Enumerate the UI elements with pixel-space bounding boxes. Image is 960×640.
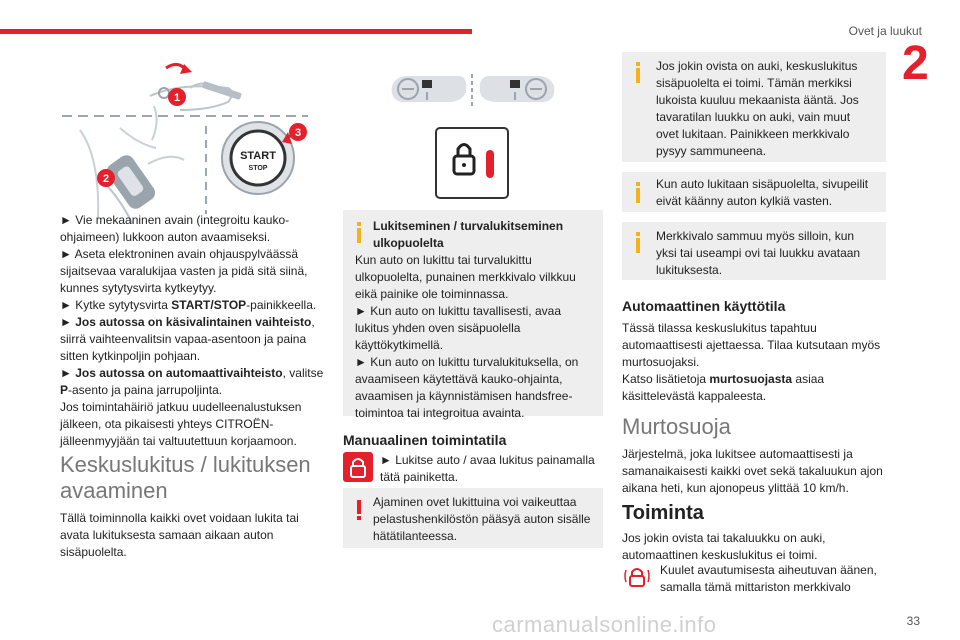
page-number: 33 — [906, 614, 920, 628]
malfunction-note: Jos toimintahäiriö jatkuu uudelleenalustuksen jälkeen, ota pikaisesti yhteys CITROËN-jälleenmyyjään tai valtuutettuun korjaamoon. — [60, 400, 302, 448]
start-label: START — [240, 150, 276, 162]
light-info-box — [622, 222, 886, 280]
info-icon — [636, 232, 640, 253]
info-box-text-1: Kun auto on lukittu tai turvalukittu ulkopuolelta, punainen merkkivalo vilkkuu eikä painike ole toiminnassa. — [355, 253, 576, 301]
auto-mode-text — [622, 320, 886, 405]
info-icon — [636, 62, 640, 83]
central-locking-intro: Tällä toiminnolla kaikki ovet voidaan lukita tai avata lukituksesta samaan aikaan auton sisäpuolelta. — [60, 511, 299, 559]
lock-button-illustration — [388, 72, 558, 202]
toiminta-heading: Toiminta — [622, 502, 704, 524]
warning-icon — [357, 498, 361, 520]
light-info-text: Merkkivalo sammuu myös silloin, kun yksi tai useampi ovi tai luukku avataan lukituksesta. — [656, 229, 861, 277]
stop-label: STOP — [248, 165, 268, 172]
open-door-info-box — [622, 52, 886, 162]
info-box-text-2: ► Kun auto on lukittu tavallisesti, avaa lukitus yhden oven sisäpuolella käyttökytkimellä. — [355, 304, 561, 352]
auto-mode-text-1: Tässä tilassa keskuslukitus tapahtuu automaattisesti ajettaessa. Tilaa kutsutaan myös murtosuojaksi. — [622, 321, 881, 369]
step-2-text: ► Aseta elektroninen avain ohjauspylväässä sijaitsevaa varalukijaa vasten ja pidä sitä siinä, kunnes sytytysvirta kytkeytyy. — [60, 247, 308, 295]
manual-mode-heading: Manuaalinen toimintatila — [343, 432, 507, 448]
steps-text — [60, 212, 326, 450]
murtosuoja-text: Järjestelmä, joka lukitsee automaattisesti ja samanaikaisesti kaikki ovet sekä takaluukun ajon aikana heti, kun ajonopeus ylittää 10 km/h. — [622, 447, 883, 495]
step-1-text: ► Vie mekaaninen avain (integroitu kauko-ohjaimeen) lukkoon auton avaamiseksi. — [60, 213, 290, 244]
warning-text: Ajaminen ovet lukittuina voi vaikeuttaa pelastushenkilöstön pääsyä auton sisälle hätätilanteessa. — [373, 495, 591, 543]
auto-mode-text-2: Katso lisätietoja murtosuojasta asiaa käsittelevästä kappaleesta. — [622, 372, 825, 403]
step-3-text: ► Kytke sytytysvirta START/STOP-painikkeella. — [60, 298, 317, 312]
mirror-info-box — [622, 172, 886, 212]
auto-mode-heading: Automaattinen käyttötila — [622, 298, 786, 314]
step-4-text: ► Jos autossa on käsivalintainen vaihteisto, siirrä vaihteenvalitsin vapaa-asentoon ja paina sitten kytkinpoljin pohjaan. — [60, 315, 315, 363]
central-locking-heading: Keskuslukitus / lukituksen avaaminen — [60, 452, 311, 503]
chapter-number: 2 — [902, 37, 929, 90]
padlock-icon — [343, 452, 373, 482]
alarm-text: Kuulet avautumisesta aiheutuvan äänen, samalla tämä mittariston merkkivalo — [660, 563, 877, 594]
warning-box — [343, 488, 603, 548]
svg-text:3: 3 — [294, 127, 302, 139]
open-door-info-text: Jos jokin ovista on auki, keskuslukitus sisäpuolelta ei toimi. Tämän merkiksi lukoista kuuluu mekaanista ääntä. Jos tavaratilan luukku on auki, vain muut ovet lukitaan. Painikkeen merkkivalo pysyy sammuneena. — [656, 59, 859, 158]
info-icon — [636, 182, 640, 203]
svg-text:1: 1 — [173, 92, 181, 104]
watermark: carmanualsonline.info — [492, 612, 717, 637]
header-accent-bar — [0, 29, 472, 34]
manual-mode-text: ► Lukitse auto / avaa lukitus painamalla tätä painiketta. — [380, 453, 595, 484]
toiminta-text: Jos jokin ovista tai takaluukku on auki, automaattinen keskuslukitus ei toimi. — [622, 531, 826, 562]
section-title: Ovet ja luukut — [848, 24, 922, 38]
svg-text:2: 2 — [102, 173, 110, 185]
info-icon — [357, 222, 361, 243]
alarm-lock-icon — [624, 564, 650, 590]
mirror-info-text: Kun auto lukitaan sisäpuolelta, sivupeilit eivät käänny auton kylkiä vasten. — [656, 177, 869, 208]
info-box-text-3: ► Kun auto on lukittu turvalukituksella, on avaamiseen käytettävä kauko-ohjainta, avaamisen ja käynnistämisen handsfree-toimintoa tai integroitua avainta. — [355, 355, 579, 420]
locking-info-box — [343, 210, 603, 420]
murtosuoja-heading: Murtosuoja — [622, 414, 731, 439]
info-box-title: Lukitseminen / turvalukitseminen ulkopuolelta — [373, 219, 564, 250]
step-5-text: ► Jos autossa on automaattivaihteisto, valitse P-asento ja paina jarrupoljinta. — [60, 366, 324, 397]
